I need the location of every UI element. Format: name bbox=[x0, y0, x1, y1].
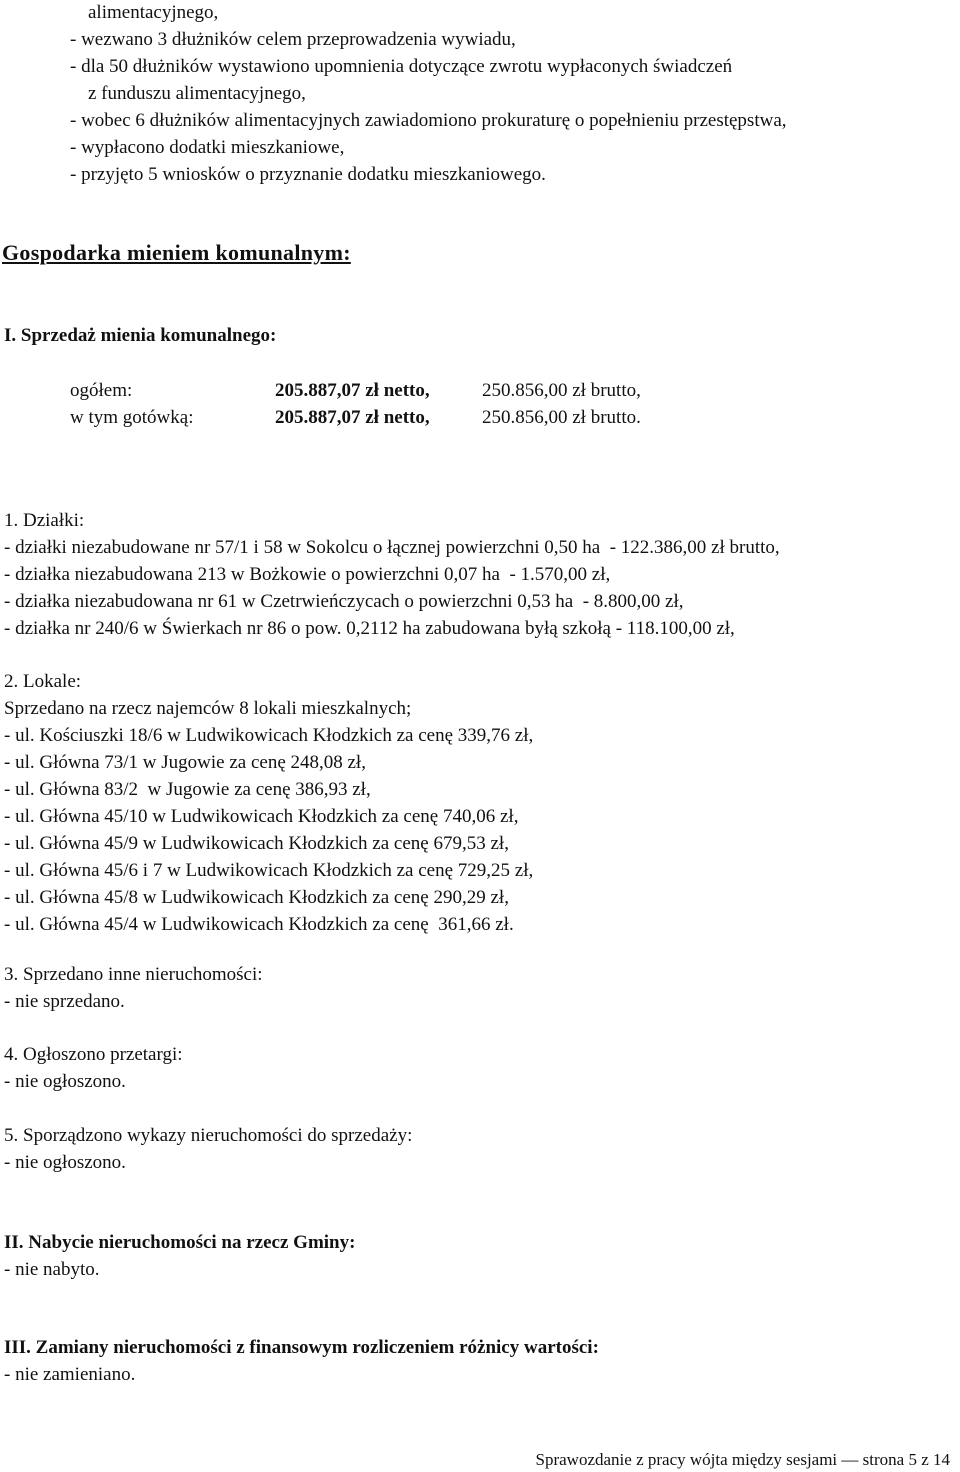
premises-item: - ul. Główna 45/4 w Ludwikowicach Kłodzkich za cenę 361,66 zł. bbox=[4, 914, 514, 935]
sale-brutto: 250.856,00 zł brutto, bbox=[482, 380, 641, 401]
premises-item: - ul. Kościuszki 18/6 w Ludwikowicach Kłodzkich za cenę 339,76 zł, bbox=[4, 725, 534, 746]
acquisition-value: - nie nabyto. bbox=[4, 1259, 100, 1280]
intro-line: - wezwano 3 dłużników celem przeprowadzenia wywiadu, bbox=[70, 29, 516, 50]
intro-line: - przyjęto 5 wniosków o przyznanie dodatku mieszkaniowego. bbox=[70, 164, 546, 185]
premises-item: - ul. Główna 45/6 i 7 w Ludwikowicach Kłodzkich za cenę 729,25 zł, bbox=[4, 860, 534, 881]
premises-intro: Sprzedano na rzecz najemców 8 lokali mieszkalnych; bbox=[4, 698, 412, 719]
page-footer: Sprawozdanie z pracy wójta między sesjami — strona 5 z 14 bbox=[535, 1450, 950, 1469]
premises-item: - ul. Główna 83/2 w Jugowie za cenę 386,93 zł, bbox=[4, 779, 371, 800]
premises-item: - ul. Główna 73/1 w Jugowie za cenę 248,08 zł, bbox=[4, 752, 366, 773]
plot-item: - działka niezabudowana 213 w Bożkowie o powierzchni 0,07 ha - 1.570,00 zł, bbox=[4, 564, 611, 585]
other-heading: 3. Sprzedano inne nieruchomości: bbox=[4, 964, 263, 985]
sale-label: w tym gotówką: bbox=[70, 407, 194, 428]
sale-netto: 205.887,07 zł netto, bbox=[275, 380, 430, 401]
section-heading: Gospodarka mieniem komunalnym: bbox=[2, 240, 351, 265]
intro-line: alimentacyjnego, bbox=[88, 2, 219, 23]
sale-netto: 205.887,07 zł netto, bbox=[275, 407, 430, 428]
intro-line: - dla 50 dłużników wystawiono upomnienia dotyczące zwrotu wypłaconych świadczeń bbox=[70, 56, 733, 77]
plot-item: - działka nr 240/6 w Świerkach nr 86 o pow. 0,2112 ha zabudowana byłą szkołą - 118.100,00 zł, bbox=[4, 618, 735, 639]
sale-label: ogółem: bbox=[70, 380, 133, 401]
sale-heading: I. Sprzedaż mienia komunalnego: bbox=[4, 325, 277, 346]
tenders-heading: 4. Ogłoszono przetargi: bbox=[4, 1044, 183, 1065]
plot-item: - działki niezabudowane nr 57/1 i 58 w Sokolcu o łącznej powierzchni 0,50 ha - 122.386,00 zł brutto, bbox=[4, 537, 780, 558]
premises-item: - ul. Główna 45/10 w Ludwikowicach Kłodzkich za cenę 740,06 zł, bbox=[4, 806, 519, 827]
sale-brutto: 250.856,00 zł brutto. bbox=[482, 407, 641, 428]
plots-heading: 1. Działki: bbox=[4, 510, 85, 531]
premises-heading: 2. Lokale: bbox=[4, 671, 82, 692]
plot-item: - działka niezabudowana nr 61 w Czetrwieńczycach o powierzchni 0,53 ha - 8.800,00 zł, bbox=[4, 591, 684, 612]
intro-line: - wobec 6 dłużników alimentacyjnych zawiadomiono prokuraturę o popełnieniu przestępstwa, bbox=[70, 110, 787, 131]
exchange-heading: III. Zamiany nieruchomości z finansowym rozliczeniem różnicy wartości: bbox=[4, 1337, 599, 1358]
premises-item: - ul. Główna 45/9 w Ludwikowicach Kłodzkich za cenę 679,53 zł, bbox=[4, 833, 509, 854]
intro-line: z funduszu alimentacyjnego, bbox=[88, 83, 306, 104]
exchange-value: - nie zamieniano. bbox=[4, 1364, 136, 1385]
tenders-value: - nie ogłoszono. bbox=[4, 1071, 126, 1092]
intro-line: - wypłacono dodatki mieszkaniowe, bbox=[70, 137, 345, 158]
premises-item: - ul. Główna 45/8 w Ludwikowicach Kłodzkich za cenę 290,29 zł, bbox=[4, 887, 509, 908]
acquisition-heading: II. Nabycie nieruchomości na rzecz Gminy: bbox=[4, 1232, 356, 1253]
lists-heading: 5. Sporządzono wykazy nieruchomości do sprzedaży: bbox=[4, 1125, 413, 1146]
lists-value: - nie ogłoszono. bbox=[4, 1152, 126, 1173]
other-value: - nie sprzedano. bbox=[4, 991, 125, 1012]
